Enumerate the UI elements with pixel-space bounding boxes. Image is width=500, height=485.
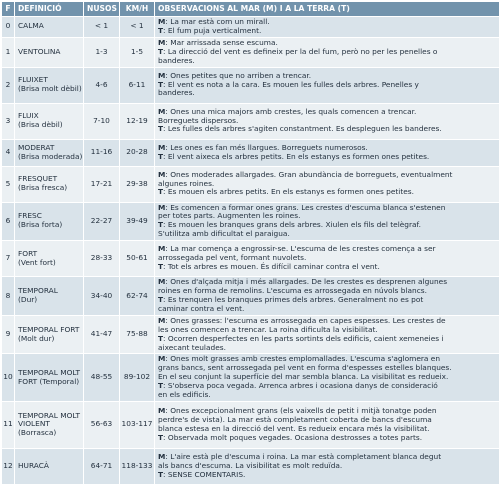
definition-cell [15, 37, 84, 67]
observation-text: : El vent es nota a la cara. Es mouen les fulles dels arbres. Penelles y [163, 79, 419, 89]
land-label: T [158, 187, 164, 197]
table-header-row [2, 2, 500, 17]
definition-subtitle: (Vent fort) [18, 257, 56, 267]
observation-text: : La mar comença a engrossir-se. L'escuma de les crestes comença a ser [165, 244, 436, 254]
kmh-value: 29-38 [120, 166, 155, 202]
observations-cell [155, 448, 500, 484]
sea-label: M [158, 70, 166, 80]
observation-text: : Ones d'alçada mitja i més allargades. De les crestes es desprenen algunes [165, 277, 448, 287]
definition-subtitle: (Brisa forta) [18, 220, 63, 230]
force-number: 0 [2, 17, 15, 38]
observation-text: : El fum puja verticalment. [163, 25, 262, 35]
observations-cell [155, 401, 500, 448]
definition-cell [15, 354, 84, 402]
force-number: 6 [2, 202, 15, 241]
land-observation-line [158, 305, 496, 314]
sea-label: M [158, 17, 166, 26]
header-definition: DEFINICIÓ [15, 2, 84, 17]
definition-subtitle: (Brisa moderada) [18, 151, 83, 161]
knots-value: 4-6 [84, 67, 120, 103]
table-row [2, 37, 500, 67]
table-body [2, 17, 500, 485]
table-row [2, 315, 500, 354]
observations-cell [155, 37, 500, 67]
force-number: 3 [2, 103, 15, 139]
observation-text: : Ocorren desperfectes en les parts sortints dels edificis, caient xemeneies i [163, 333, 444, 343]
force-number: 8 [2, 277, 15, 316]
observation-text: per totes parts. Augmenten les roines. [158, 211, 301, 221]
observations-cell [155, 277, 500, 316]
land-label: T [158, 46, 164, 56]
observation-text: Borreguets dispersos. [158, 115, 239, 125]
sea-label: M [158, 37, 166, 47]
land-observation-line [158, 391, 496, 400]
definition-name: FRESC [18, 211, 42, 221]
observation-text: : Observada molt poques vegades. Ocasiona destrosses a totes parts. [163, 432, 423, 442]
observation-text: aixecant teulades. [158, 342, 226, 352]
observation-text: S'utilitza amb dificultat el paraigua. [158, 229, 290, 239]
observation-text: : Les ones es fan més llargues. Borreguets numerosos. [165, 142, 368, 152]
land-observation-line [158, 81, 496, 90]
force-number: 7 [2, 241, 15, 277]
definition-cell [15, 202, 84, 241]
table-row [2, 241, 500, 277]
definition-cell [15, 315, 84, 354]
observation-text: : Es comencen a formar ones grans. Les crestes d'escuma blanca s'estenen [165, 202, 446, 212]
table-row [2, 67, 500, 103]
definition-cell [15, 67, 84, 103]
header-observations: OBSERVACIONS AL MAR (M) I A LA TERRA (T) [155, 2, 500, 17]
observation-text: : El vent aixeca els arbres petits. En els estanys es formen ones petites. [163, 151, 430, 161]
force-number: 9 [2, 315, 15, 354]
table-row [2, 139, 500, 166]
land-label: T [158, 79, 164, 89]
definition-subtitle: FORT (Temporal) [18, 376, 80, 386]
observation-text: : Mar arrissada sense escuma. [165, 37, 278, 47]
observation-text: roines en forma de remolins. L'escuma es arrossegada en núvols blancs. [158, 286, 427, 296]
observations-cell [155, 17, 500, 38]
sea-label: M [158, 106, 166, 116]
sea-label: M [158, 244, 166, 254]
sea-label: M [158, 406, 166, 416]
land-observation-line [158, 434, 496, 443]
definition-name: FLUIXET [18, 75, 48, 85]
definition-name: CALMA [18, 21, 44, 31]
land-observation-line [158, 230, 496, 239]
sea-label: M [158, 142, 166, 152]
knots-value: 11-16 [84, 139, 120, 166]
kmh-value: 62-74 [120, 277, 155, 316]
knots-value: 41-47 [84, 315, 120, 354]
observation-text: grans bancs, sent arrossegada pel vent en forma d'espesses estelles blanques. [158, 363, 452, 373]
definition-cell [15, 448, 84, 484]
land-label: T [158, 432, 164, 442]
observation-text: les ones comencen a trencar. La roina dificulta la visibilitat. [158, 324, 378, 334]
land-observation-line [158, 471, 496, 480]
observation-text: arrossegada pel vent, formant nuvolets. [158, 253, 307, 263]
observation-text: : La mar està com un mirall. [165, 17, 270, 26]
kmh-value: 1-5 [120, 37, 155, 67]
definition-subtitle: (Molt dur) [18, 333, 55, 343]
header-kmh: KM/H [120, 2, 155, 17]
observation-text: en els edificis. [158, 390, 211, 400]
land-observation-line [158, 188, 496, 197]
definition-name: VENTOLINA [18, 46, 61, 56]
knots-value: 34-40 [84, 277, 120, 316]
knots-value: 64-71 [84, 448, 120, 484]
observations-cell [155, 202, 500, 241]
definition-subtitle: (Brisa molt dèbil) [18, 84, 82, 94]
land-label: T [158, 25, 164, 35]
definition-name: TEMPORAL MOLT [18, 367, 80, 377]
knots-value: 1-3 [84, 37, 120, 67]
definition-cell [15, 103, 84, 139]
definition-cell [15, 139, 84, 166]
knots-value: 17-21 [84, 166, 120, 202]
observations-cell [155, 103, 500, 139]
definition-cell [15, 166, 84, 202]
sea-label: M [158, 354, 166, 364]
sea-label: M [158, 277, 166, 287]
observation-text: : Tot els arbres es mouen. És difícil caminar contra el vent. [163, 262, 380, 272]
land-label: T [158, 151, 164, 161]
land-label: T [158, 381, 164, 391]
kmh-value: 6-11 [120, 67, 155, 103]
sea-label: M [158, 202, 166, 212]
observation-text: : Ones grasses: l'escuma es arrossegada en capes espesses. Les crestes de [165, 315, 446, 325]
observation-text: : Ones una mica majors amb crestes, les quals comencen a trencar. [165, 106, 417, 116]
table-row [2, 448, 500, 484]
table-row [2, 17, 500, 38]
table-row [2, 166, 500, 202]
observation-text: : L'aire està ple d'escuma i roina. La mar està completament blanca degut [165, 452, 442, 462]
land-observation-line [158, 89, 496, 98]
observations-cell [155, 67, 500, 103]
kmh-value: 20-28 [120, 139, 155, 166]
sea-label: M [158, 452, 166, 462]
observation-text: : La direcció del vent es defineix per la del fum, però no per les penelles o [163, 46, 438, 56]
knots-value: 7-10 [84, 103, 120, 139]
land-label: T [158, 469, 164, 479]
observation-text: : S'observa poca vegada. Arrenca arbres i ocasiona danys de consideració [163, 381, 438, 391]
definition-name: TEMPORAL [18, 286, 58, 296]
land-observation-line [158, 153, 496, 162]
observation-text: banderes. [158, 55, 195, 65]
definition-subtitle: VIOLENT [18, 419, 50, 429]
land-label: T [158, 124, 164, 134]
land-observation-line [158, 344, 496, 353]
observation-text: En el seu conjunt la superfície del mar sembla blanca. La visibilitat es redueix. [158, 372, 449, 382]
observation-text: : Ones moderades allargades. Gran abundància de borreguets, eventualment [165, 169, 453, 179]
definition-cell [15, 17, 84, 38]
sea-label: M [158, 169, 166, 179]
table-row [2, 277, 500, 316]
land-label: T [158, 294, 164, 304]
definition-name: FORT [18, 248, 38, 258]
force-number: 4 [2, 139, 15, 166]
observation-text: : Les fulles dels arbres s'agiten constantment. Es despleguen les banderes. [163, 124, 442, 134]
header-force: F [2, 2, 15, 17]
knots-value: < 1 [84, 17, 120, 38]
force-number: 1 [2, 37, 15, 67]
force-number: 5 [2, 166, 15, 202]
observation-text: blanca estesa en la direcció del vent. Es redueix encara més la visibilitat. [158, 423, 430, 433]
definition-subtitle: (Brisa dèbil) [18, 120, 63, 130]
land-observation-line [158, 57, 496, 66]
definition-subtitle: (Dur) [18, 294, 38, 304]
land-observation-line [158, 263, 496, 272]
observation-text: : Ones molt grasses amb crestes emplomallades. L'escuma s'aglomera en [165, 354, 441, 364]
observation-text: algunes roines. [158, 178, 215, 188]
force-number: 10 [2, 354, 15, 402]
table-row [2, 354, 500, 402]
land-label: T [158, 262, 164, 272]
observation-text: als bancs d'escuma. La visibilitat es molt reduïda. [158, 460, 343, 470]
definition-cell [15, 277, 84, 316]
force-number: 12 [2, 448, 15, 484]
knots-value: 56-63 [84, 401, 120, 448]
definition-name: TEMPORAL MOLT [18, 410, 80, 420]
observations-cell [155, 354, 500, 402]
table-row [2, 202, 500, 241]
observation-text: caminar contra el vent. [158, 303, 245, 313]
kmh-value: 50-61 [120, 241, 155, 277]
knots-value: 48-55 [84, 354, 120, 402]
definition-subtitle: (Brisa fresca) [18, 183, 68, 193]
observation-text: : Es mouen les branques grans dels arbres. Xiulen els fils del telègraf. [163, 220, 421, 230]
land-observation-line [158, 27, 496, 36]
kmh-value: 39-49 [120, 202, 155, 241]
kmh-value: < 1 [120, 17, 155, 38]
sea-label: M [158, 315, 166, 325]
definition-name: FRESQUET [18, 174, 58, 184]
kmh-value: 118-133 [120, 448, 155, 484]
observation-text: : Es trenquen les branques primes dels arbres. Generalment no es pot [163, 294, 424, 304]
kmh-value: 89-102 [120, 354, 155, 402]
observation-text: : Ones excepcionalment grans (els vaixells de petit i mitjà tonatge poden [165, 406, 437, 416]
beaufort-scale-table [1, 1, 500, 485]
definition-subtitle-2: (Borrasca) [18, 428, 57, 438]
land-label: T [158, 333, 164, 343]
knots-value: 28-33 [84, 241, 120, 277]
observation-text: : Ones petites que no arriben a trencar. [165, 70, 312, 80]
observation-text: perdre's de vista). La mar està completament coberta de bancs d'escuma [158, 415, 432, 425]
kmh-value: 103-117 [120, 401, 155, 448]
table-row [2, 401, 500, 448]
observation-text: : SENSE COMENTARIS. [163, 469, 246, 479]
table-row [2, 103, 500, 139]
definition-name: HURACÀ [18, 460, 49, 470]
definition-name: TEMPORAL FORT [18, 324, 80, 334]
definition-cell [15, 241, 84, 277]
knots-value: 22-27 [84, 202, 120, 241]
definition-cell [15, 401, 84, 448]
definition-name: FLUIX [18, 111, 39, 121]
observations-cell [155, 241, 500, 277]
observations-cell [155, 139, 500, 166]
kmh-value: 75-88 [120, 315, 155, 354]
force-number: 11 [2, 401, 15, 448]
header-knots: NUSOS [84, 2, 120, 17]
observation-text: : Es mouen els arbres petits. En els estanys es formen ones petites. [163, 187, 414, 197]
observations-cell [155, 166, 500, 202]
land-observation-line [158, 48, 496, 57]
kmh-value: 12-19 [120, 103, 155, 139]
land-observation-line [158, 125, 496, 134]
land-label: T [158, 220, 164, 230]
force-number: 2 [2, 67, 15, 103]
observations-cell [155, 315, 500, 354]
observation-text: banderes. [158, 88, 195, 98]
definition-name: MODERAT [18, 142, 55, 152]
